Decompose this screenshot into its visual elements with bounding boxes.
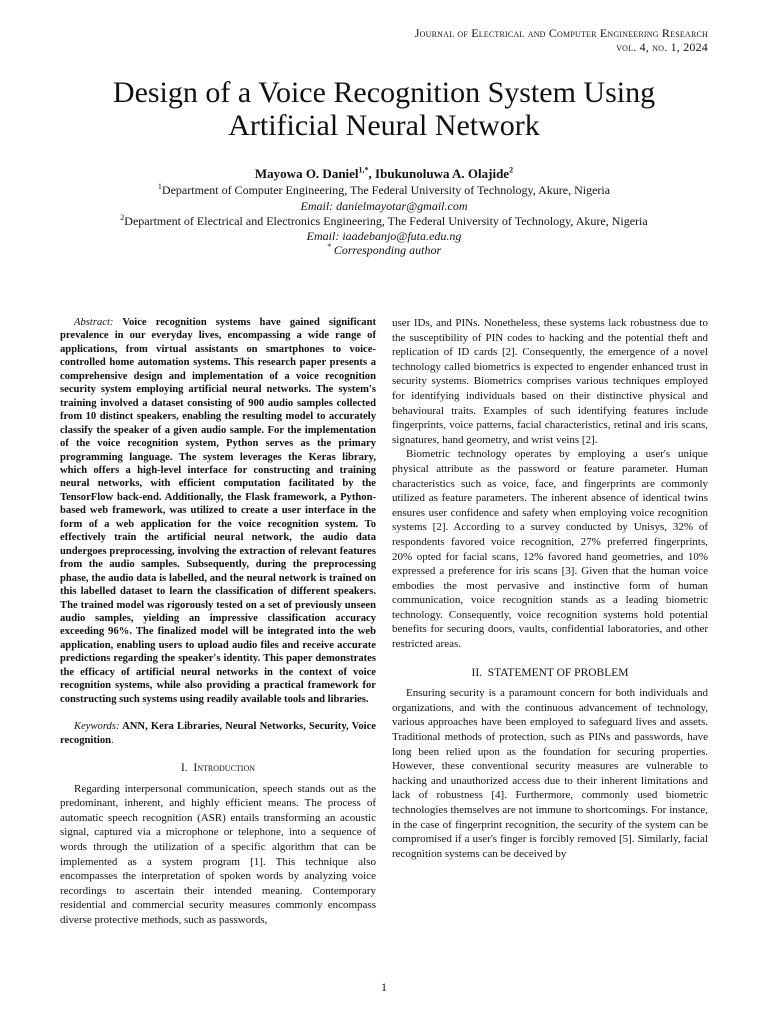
section-1-title: Introduction [193,762,256,775]
section-2-title: STATEMENT OF PROBLEM [487,666,629,679]
affiliation-1 [60,183,708,198]
left-column [60,316,376,928]
keywords-label: Keywords: [74,721,120,733]
email-2: Email: iaadebanjo@futa.edu.ng [306,229,462,243]
affiliation-2-sup: 2 [120,213,125,222]
abstract-label: Abstract: [74,317,114,328]
section-heading-problem [392,666,708,681]
author-2-sup: 2 [509,165,514,175]
affiliation-2-text: Department of Electrical and Electronics Engineering, The Federal University of Technology, Akure, Nigeria [124,214,648,228]
author-1: Mayowa O. Daniel [254,166,359,181]
abstract-text: Voice recognition systems have gained significant prevalence in our everyday lives, encompassing a wide range of applications, from virtual assistants on smartphones to voice-controlled home automation systems. This research paper presents a comprehensive design and implementation of a voice recognition security system employing artificial neural networks. The system's training involved a dataset consisting of 900 audio samples collected from 10 distinct speakers, enabling the resulting model to accurately classify the speaker of a given audio sample. For the implementation of the voice recognition system, Python serves as the primary programming language. The system leverages the Keras library, which offers a high-level interface for constructing and training neural networks, with efficient computation facilitated by the TensorFlow back-end. Additionally, the Flask framework, a Python-based web framework, was utilized to create a user interface in the form of a web application for the voice recognition system. To effectively train the artificial neural network, the audio data undergoes preprocessing, involving the extraction of relevant features from the audio samples. Subsequently, during the preprocessing phase, the audio data is labelled, and the neural network is trained on this labelled dataset to learn the classification of different speakers. The trained model was rigorously tested on a set of previously unseen audio samples, yielding an impressive classification accuracy exceeding 96%. The finalized model will be integrated into the web application, enabling users to upload audio files and receive accurate predictions regarding the speaker's identity. This paper demonstrates the efficacy of artificial neural networks in the context of voice recognition systems, while also providing a practical framework for constructing such systems using readily available tools and libraries. [60,317,376,705]
keywords-end: . [111,734,114,746]
affiliation-2 [60,214,708,229]
author-separator: , [368,166,376,181]
page-number: 1 [381,980,387,994]
author-2: Ibukunoluwa A. Olajide [375,166,510,181]
title-line-2: Artificial Neural Network [228,109,540,142]
right-paragraph-2: Biometric technology operates by employing a user's unique physical attribute as the password or feature parameter. Human characteristics such as voice, face, and fingerprints are commonly utilized as feature parameters. The inherent absence of identical twins ensures user confidence and safety when employing voice recognition systems [2]. According to a survey conducted by Unisys, 32% of respondents favored voice recognition, 27% preferred fingerprints, 20% opted for facial scans, 12% favored hand geometries, and 10% expressed a preference for iris scans [3]. Given that the human voice embodies the most pervasive and instinctive form of human communication, voice recognition stands as a leading biometric technology. Consequently, voice recognition systems hold potential benefits for securing doors, vaults, confidential laboratories, and other restricted areas. [392,448,708,651]
section-heading-introduction [60,761,376,776]
keywords-text: ANN, Kera Libraries, Neural Networks, Security, Voice recognition [60,721,376,746]
affiliation-1-text: Department of Computer Engineering, The Federal University of Technology, Akure, Nigeria [161,183,611,197]
right-paragraph-1: user IDs, and PINs. Nonetheless, these systems lack robustness due to the susceptibility of PIN codes to hacking and the potential theft and replication of ID cards [2]. Consequently, the emergence of a novel technology called biometrics is expected to engender enhanced trust in security systems. Biometrics comprises various techniques employed for identifying individuals based on their distinctive physical and behavioural traits. Examples of such identifying features include fingerprints, voice patterns, facial characteristics, retinal and iris scans, signatures, hand geometry, and wrist veins [2]. [392,317,708,446]
corresponding-author [60,243,708,258]
title-line-1: Design of a Voice Recognition System Using [112,76,656,109]
introduction-paragraph-1: Regarding interpersonal communication, speech stands out as the predominant, inherent, and highly efficient means. The process of automatic speech recognition (ASR) entails transforming an acoustic signal, captured via a microphone or telephone, into a sequence of words through the utilization of a specific algorithm that can be implemented as a system program [1]. This technique also encompasses the interpretation of spoken words by analyzing voice recordings to ascertain their intended meaning. Contemporary residential and commercial security measures commonly encompass diverse protective methods, such as passwords, [60,782,376,926]
abstract [60,316,376,706]
author-list [60,166,708,182]
journal-header [415,26,708,54]
email-1: Email: danielmayotar@gmail.com [300,199,468,213]
right-column [392,316,708,861]
keywords [60,720,376,747]
journal-volume: vol. 4, no. 1, 2024 [616,40,708,54]
corresponding-sup: * [326,242,331,251]
corresponding-text: Corresponding author [330,243,442,257]
section-1-numeral: I. [180,762,188,775]
journal-name: Journal of Electrical and Computer Engineering Research [414,26,708,40]
problem-paragraph-1: Ensuring security is a paramount concern for both individuals and organizations, and with the continuous advancement of technology, various approaches have been employed to safeguard lives and assets. Traditional methods of protection, such as PINs and passwords, have long been relied upon as the foundation for securing properties. However, these conventional security measures are vulnerable to hacking and unauthorized access due to their inherent limitations and lack of robustness [4]. Furthermore, commonly used biometric technologies themselves are not immune to shortcomings. For instance, in the case of fingerprint recognition, the security of the system can be compromised if a user's finger is forcibly removed [5]. Similarly, facial recognition systems can be deceived by [392,687,708,860]
affiliation-1-sup: 1 [157,182,162,191]
author-1-sup: 1,* [358,165,369,175]
paper-title [60,76,708,142]
section-2-numeral: II. [471,666,483,679]
